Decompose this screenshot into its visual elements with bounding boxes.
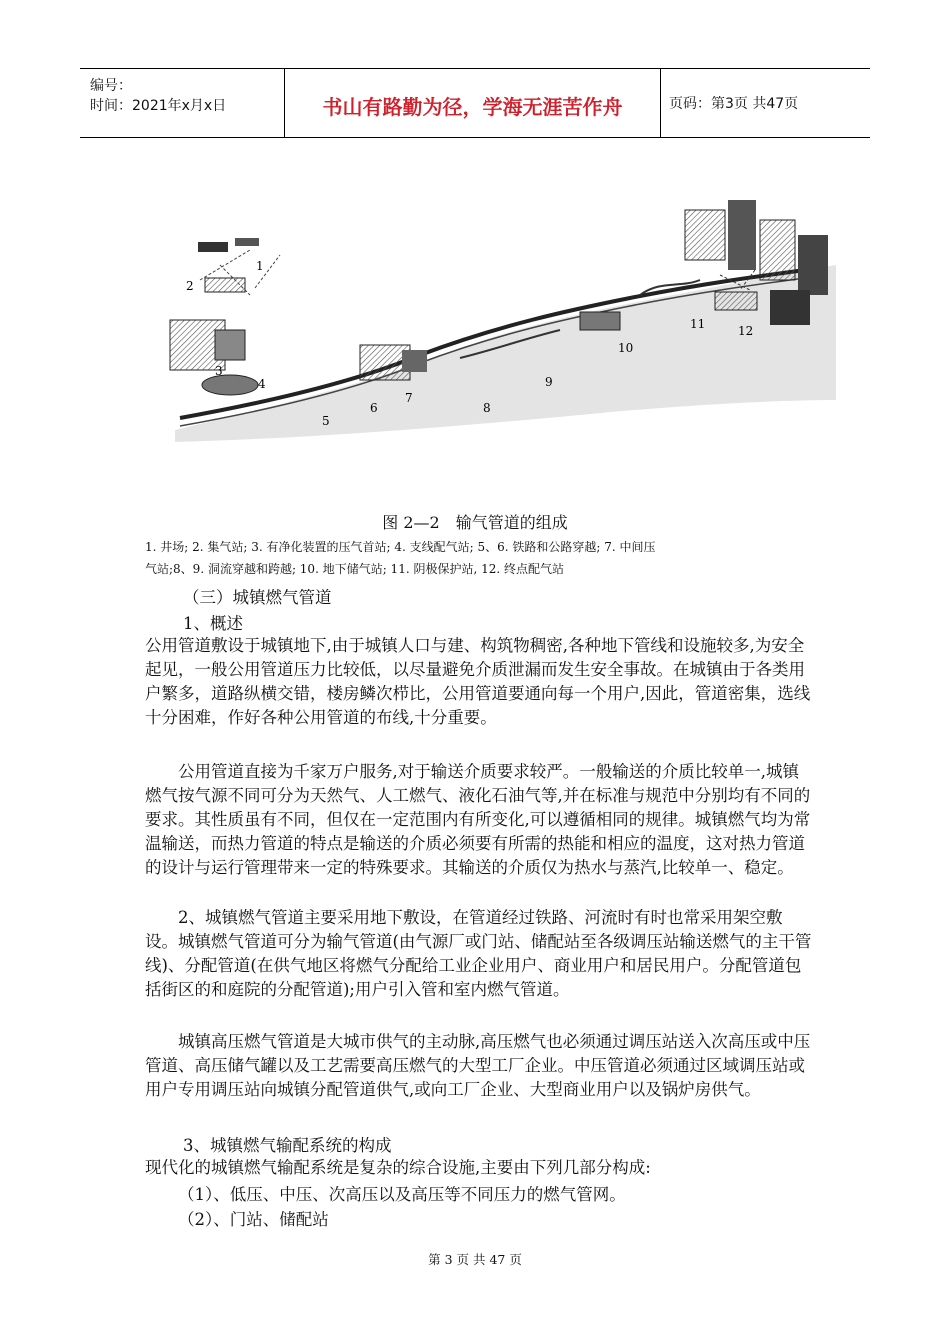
section-title: （三）城镇燃气管道	[183, 588, 332, 607]
figure-label: 2	[186, 279, 194, 293]
figure-caption: 图 2—2 输气管道的组成	[382, 513, 568, 532]
number-label: 编号：	[90, 78, 132, 94]
subheading-system-composition: 3、城镇燃气输配系统的构成	[183, 1136, 392, 1155]
paragraph-2: 公用管道直接为千家万户服务,对于输送介质要求较严。一般输送的介质比较单一,城镇燃气按气源不同可分为天然气、人工燃气、液化石油气等,并在标准与规范中分别均有不同的要求。其性质虽有不同，但仅在一定范围内有所变化,可以遵循相同的规律。城镇燃气均为常温输送，而热力管道的特点是输送的介质必须要有所需的热能和相应的温度，这对热力管道的设计与运行管理带来一定的特殊要求。其输送的介质仅为热水与蒸汽,比较单一、稳定。	[145, 762, 811, 877]
header-left-cell	[80, 69, 285, 137]
list-item-1: （1）、低压、中压、次高压以及高压等不同压力的燃气管网。	[178, 1185, 626, 1204]
figure-label: 12	[738, 324, 754, 338]
figure-label: 4	[258, 377, 266, 391]
paragraph-3: 2、城镇燃气管道主要采用地下敷设，在管道经过铁路、河流时有时也常采用架空敷设。城镇燃气管道可分为输气管道(由气源厂或门站、储配站至各级调压站输送燃气的主干管线)、分配管道(在供气地区将燃气分配给工业企业用户、商业用户和居民用户。分配管道包括街区的和庭院的分配管道);用户引入管和室内燃气管道。	[145, 908, 812, 999]
figure-label: 3	[215, 364, 223, 378]
figure-label: 10	[618, 341, 634, 355]
list-item-2: （2）、门站、储配站	[178, 1210, 329, 1229]
figure-label: 6	[370, 401, 378, 415]
figure-label: 7	[405, 391, 413, 405]
pipeline-illustration	[160, 180, 836, 460]
motto: 书山有路勤为径，学海无涯苦作舟	[322, 95, 623, 119]
header-right-cell	[661, 69, 870, 137]
page-footer: 第 3 页 共 47 页	[428, 1252, 522, 1267]
paragraph-5: 现代化的城镇燃气输配系统是复杂的综合设施,主要由下列几部分构成:	[145, 1158, 651, 1177]
page-info: 页码：第3页 共47页	[669, 96, 799, 112]
date-label: 时间：2021年x月x日	[90, 98, 227, 114]
figure-label: 1	[256, 259, 264, 273]
figure-label: 5	[322, 414, 330, 428]
figure-label: 11	[690, 317, 706, 331]
figure-label: 9	[545, 375, 553, 389]
figure-legend-line-2: 气站;8、9. 洞流穿越和跨越; 10. 地下储气站; 11. 阴极保护站, 12. 终点配气站	[145, 562, 564, 576]
paragraph-4: 城镇高压燃气管道是大城市供气的主动脉,高压燃气也必须通过调压站送入次高压或中压管道、高压储气罐以及工艺需要高压燃气的大型工厂企业。中压管道必须通过区域调压站或用户专用调压站向城镇分配管道供气,或向工厂企业、大型商业用户以及锅炉房供气。	[145, 1032, 811, 1099]
subheading-overview: 1、概述	[183, 614, 243, 633]
figure-legend-line-1: 1. 井场; 2. 集气站; 3. 有净化装置的压气首站; 4. 支线配气站; 5、6. 铁路和公路穿越; 7. 中间压	[145, 540, 656, 554]
figure-label: 8	[483, 401, 491, 415]
header-middle-cell	[285, 69, 661, 137]
paragraph-1: 公用管道敷设于城镇地下,由于城镇人口与建、构筑物稠密,各种地下管线和设施较多,为安全起见，一般公用管道压力比较低，以尽量避免介质泄漏而发生安全事故。在城镇由于各类用户繁多，道路纵横交错，楼房鳞次栉比，公用管道要通向每一个用户,因此，管道密集，选线十分困难，作好各种公用管道的布线,十分重要。	[145, 636, 811, 727]
page-header	[80, 68, 870, 138]
